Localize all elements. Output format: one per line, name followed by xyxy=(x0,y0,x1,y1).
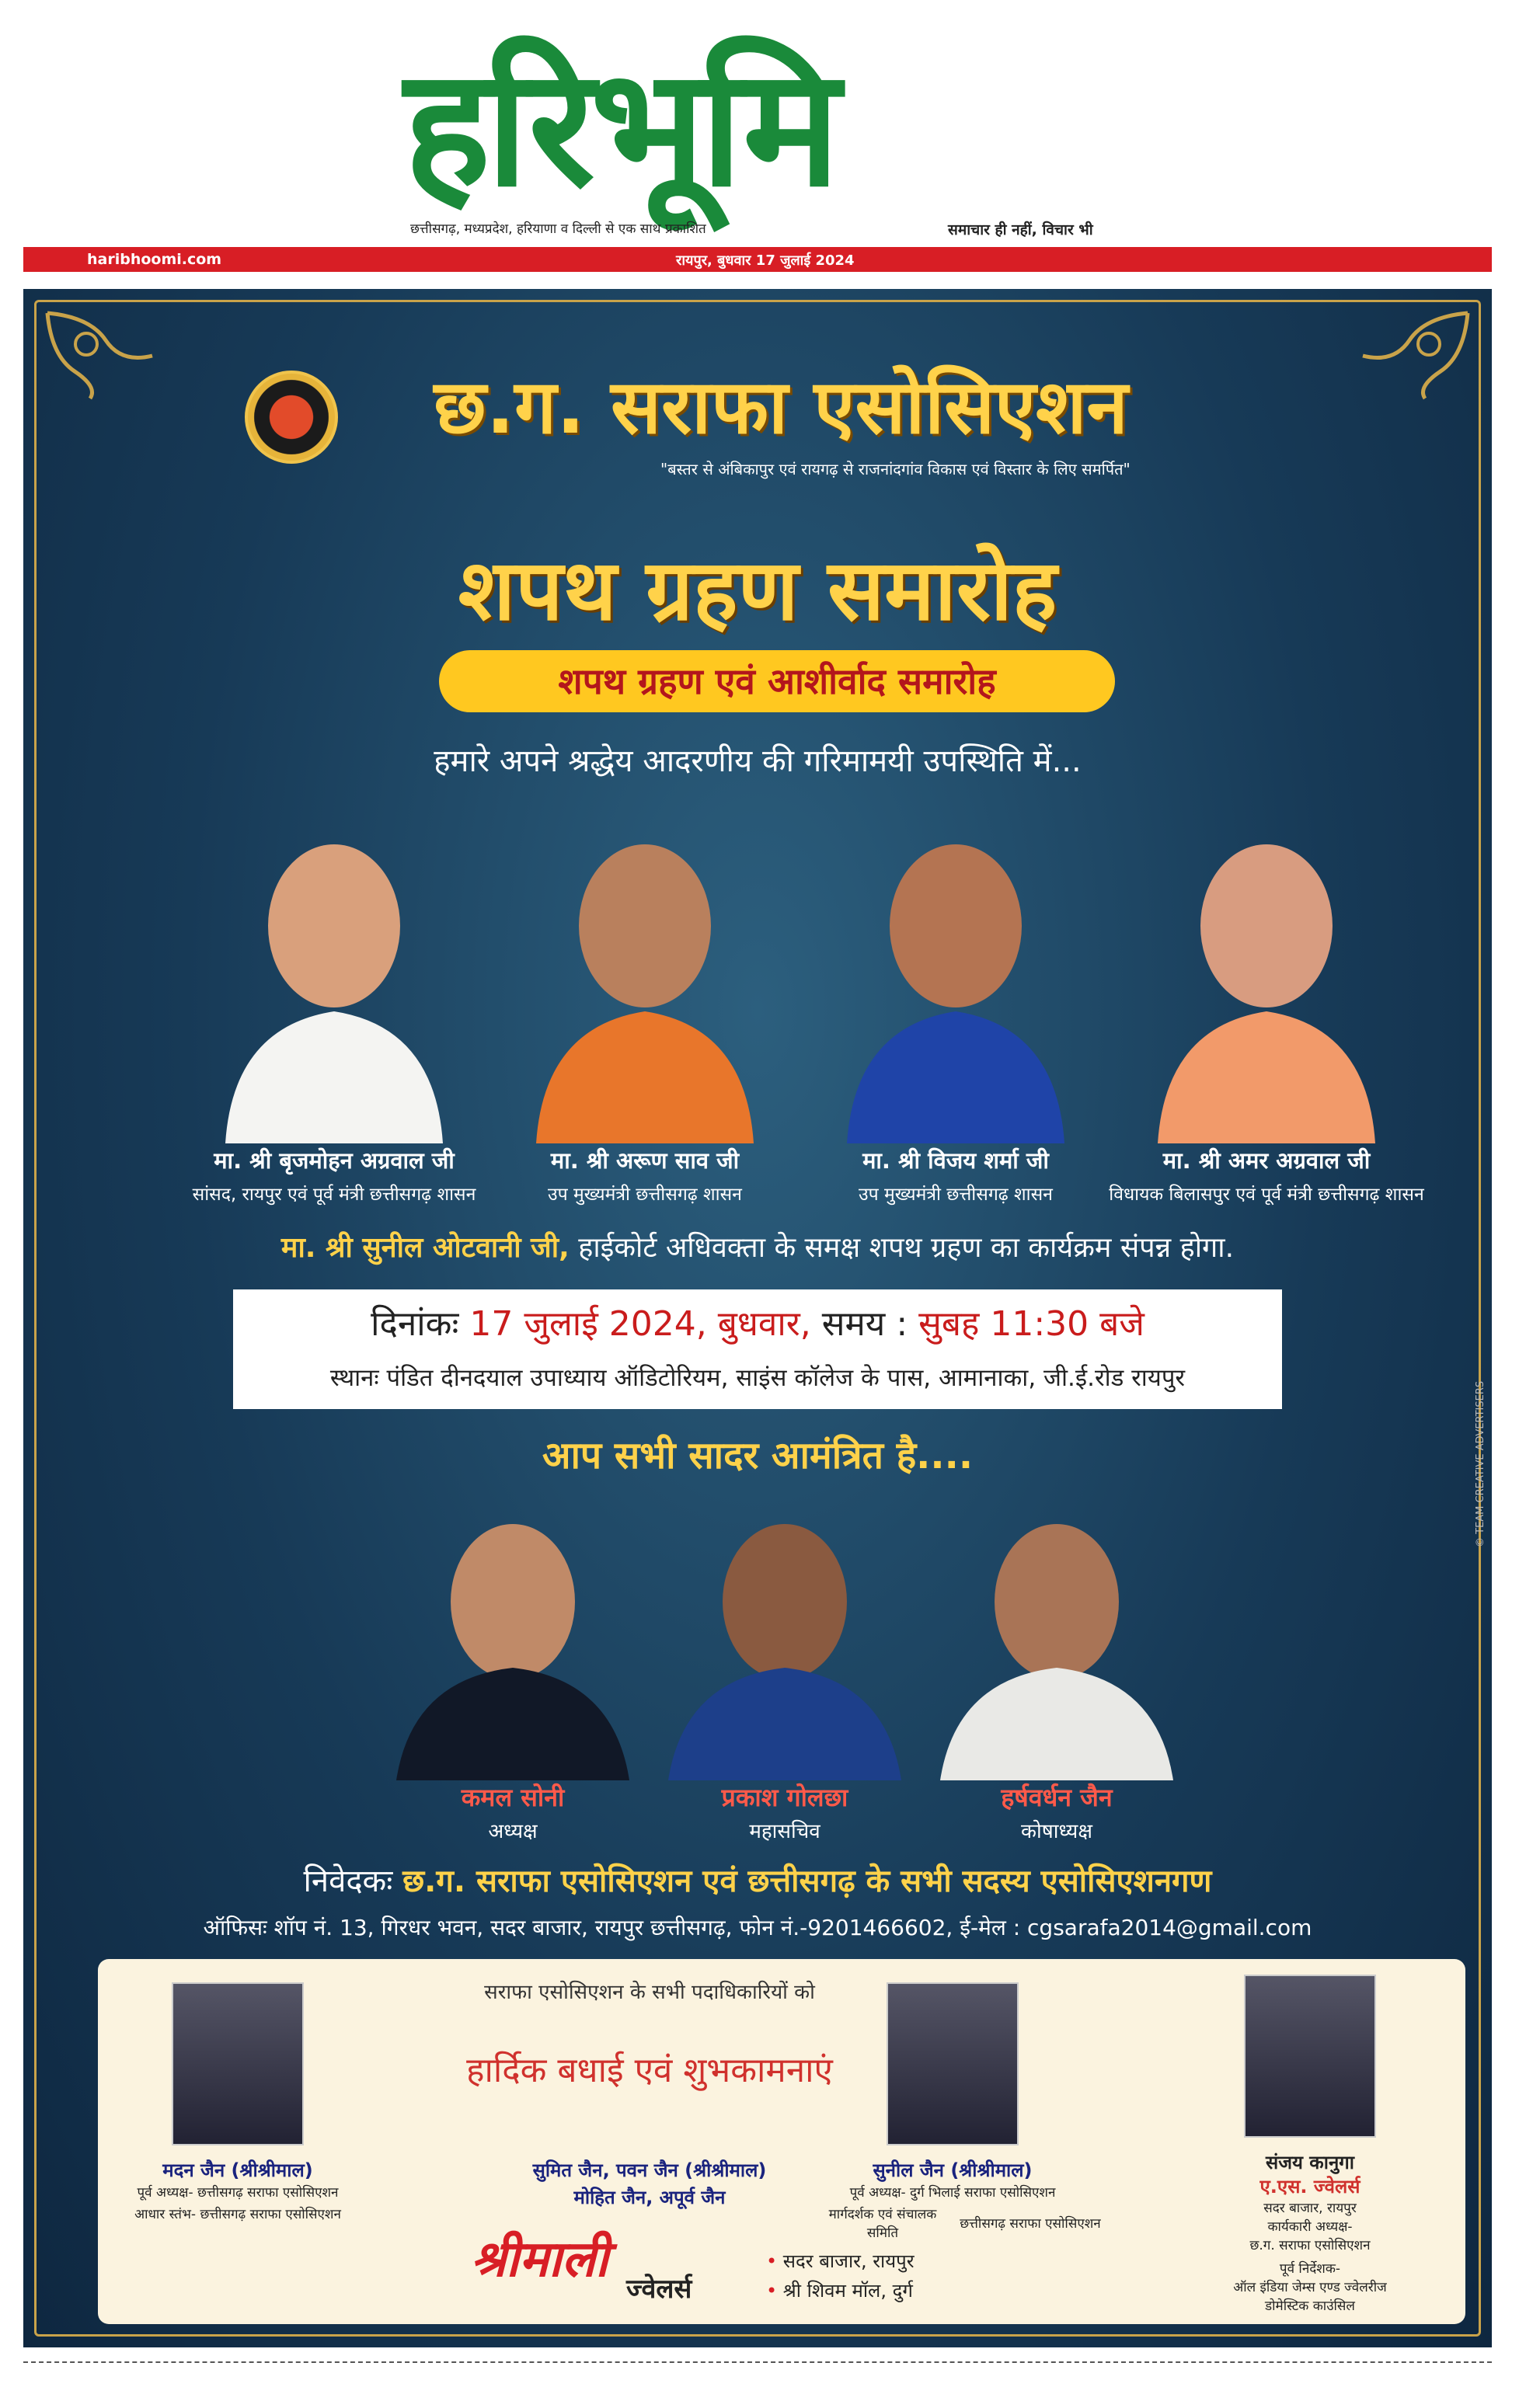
brand-address: • श्री शिवम मॉल, दुर्ग xyxy=(766,2280,913,2302)
venue-line: स्थानः पंडित दीनदयाल उपाध्याय ऑडिटोरियम, साइंस कॉलेज के पास, आमानाका, जी.ई.रोड रायपुर xyxy=(329,1364,1186,1392)
person-icon xyxy=(940,1501,1173,1780)
event-title: शपथ ग्रहण समारोह xyxy=(458,542,1057,639)
guest-photo-1 xyxy=(171,817,497,1151)
guest-photo-4 xyxy=(1103,817,1430,1151)
bearer-name: प्रकाश गोलछा xyxy=(721,1783,848,1812)
date-label: दिनांकः xyxy=(371,1304,470,1344)
requester-text: छ.ग. सराफा एसोसिएशन एवं छत्तीसगढ़ के सभी सदस्य एसोसिएशनगण xyxy=(402,1863,1212,1899)
requester-line xyxy=(23,1858,1492,1901)
guest-designation: उप मुख्यमंत्री छत्तीसगढ़ शासन xyxy=(548,1185,742,1205)
guest-designation: विधायक बिलासपुर एवं पूर्व मंत्री छत्तीसगढ़ शासन xyxy=(1109,1185,1424,1205)
brand-logo: श्रीमाली xyxy=(471,2231,608,2288)
person-icon xyxy=(1150,817,1383,1143)
bearer-photo-1 xyxy=(381,1501,645,1780)
person-line: पूर्व निर्देशक- xyxy=(1279,2261,1341,2277)
person-icon xyxy=(668,1501,901,1780)
person-line: ऑल इंडिया जेम्स एण्ड ज्वेलरीज xyxy=(1233,2280,1387,2295)
person-name: संजय कानुगा xyxy=(1265,2152,1354,2173)
time-value: सुबह 11:30 बजे xyxy=(918,1304,1144,1344)
date-venue-box xyxy=(233,1289,1282,1409)
bearer-role: महासचिव xyxy=(749,1820,820,1843)
side-credit: © TEAM CREATIVE ADVERTISERS xyxy=(1475,1380,1486,1547)
date-line xyxy=(233,1299,1282,1345)
site-url[interactable]: haribhoomi.com xyxy=(87,251,222,268)
person-line: सदर बाजार, रायपुर xyxy=(1263,2201,1357,2216)
page-divider xyxy=(23,2361,1492,2363)
bearer-name: कमल सोनी xyxy=(461,1783,565,1812)
brand-addresses xyxy=(766,2246,915,2306)
invitation-line: आप सभी सादर आमंत्रित है.... xyxy=(542,1434,974,1477)
brand-address: • सदर बाजार, रायपुर xyxy=(766,2250,915,2272)
guest-designation: उप मुख्यमंत्री छत्तीसगढ़ शासन xyxy=(859,1185,1053,1205)
congrats-wish: हार्दिक बधाई एवं शुभकामनाएं xyxy=(466,2051,833,2090)
tagline-right: समाचार ही नहीं, विचार भी xyxy=(948,221,1093,238)
newspaper-logo: हरिभूमि xyxy=(404,33,836,223)
dateline-bar xyxy=(23,247,1492,272)
person-line: छ.ग. सराफा एसोसिएशन xyxy=(1249,2238,1371,2253)
oath-text: हाईकोर्ट अधिवक्ता के समक्ष शपथ ग्रहण का कार्यक्रम संपन्न होगा. xyxy=(569,1232,1235,1264)
person-line: डोमेस्टिक काउंसिल xyxy=(1265,2298,1355,2314)
family-line: मोहित जैन, अपूर्व जैन xyxy=(573,2187,726,2208)
firm-name: ए.एस. ज्वेलर्स xyxy=(1259,2176,1360,2197)
association-title: छ.ग. सराफा एसोसिएशन xyxy=(434,364,1128,451)
guest-designation: सांसद, रायपुर एवं पूर्व मंत्री छत्तीसगढ़ शासन xyxy=(192,1185,476,1205)
person-line: पूर्व अध्यक्ष- दुर्ग भिलाई सराफा एसोसिएशन xyxy=(849,2185,1056,2201)
guest-name: मा. श्री अमर अग्रवाल जी xyxy=(1162,1147,1371,1174)
person-line: पूर्व अध्यक्ष- छत्तीसगढ़ सराफा एसोसिएशन xyxy=(137,2185,339,2201)
advertisement-panel xyxy=(23,289,1492,2347)
date-value: 17 जुलाई 2024, बुधवार, xyxy=(469,1304,811,1344)
guest-name: मा. श्री अरूण साव जी xyxy=(550,1147,740,1174)
person-line: कार्यकारी अध्यक्ष- xyxy=(1267,2219,1353,2235)
person-line: आधार स्तंभ- छत्तीसगढ़ सराफा एसोसिएशन xyxy=(134,2207,341,2222)
person-name: सुनील जैन (श्रीश्रीमाल) xyxy=(873,2159,1033,2181)
tagline-left: छत्तीसगढ़, मध्यप्रदेश, हरियाणा व दिल्ली से एक साथ प्रकाशित xyxy=(410,221,706,237)
time-label: समय : xyxy=(810,1304,919,1344)
congrats-heading: सराफा एसोसिएशन के सभी पदाधिकारियों को xyxy=(484,1981,815,2004)
person-line: मार्गदर्शक एवं संचालक समिति xyxy=(828,2207,937,2241)
person-line: छत्तीसगढ़ सराफा एसोसिएशन xyxy=(960,2216,1101,2232)
family-line: सुमित जैन, पवन जैन (श्रीश्रीमाल) xyxy=(532,2159,767,2181)
association-subtitle: "बस्तर से अंबिकापुर एवं रायगढ़ से राजनांदगांव विकास एवं विस्तार के लिए समर्पित" xyxy=(660,460,1131,478)
guest-name: मा. श्री बृजमोहन अग्रवाल जी xyxy=(214,1147,455,1174)
guest-name: मा. श्री विजय शर्मा जी xyxy=(862,1147,1049,1174)
person-icon xyxy=(528,817,761,1143)
requester-label: निवेदकः xyxy=(303,1863,403,1899)
brand-subtitle: ज्वेलर्स xyxy=(626,2274,692,2305)
bearer-photo-2 xyxy=(653,1501,917,1780)
person-photo-madan xyxy=(172,1982,304,2145)
guest-photo-2 xyxy=(482,817,808,1151)
event-subtitle-pill: शपथ ग्रहण एवं आशीर्वाद समारोह xyxy=(439,650,1115,712)
masthead xyxy=(0,0,1519,280)
person-name: मदन जैन (श्रीश्रीमाल) xyxy=(162,2159,313,2181)
person-icon xyxy=(218,817,451,1143)
person-icon xyxy=(396,1501,629,1780)
bearer-photo-3 xyxy=(925,1501,1189,1780)
oath-officer-name: मा. श्री सुनील ओटवानी जी, xyxy=(280,1232,570,1264)
bearer-role: अध्यक्ष xyxy=(488,1820,538,1843)
oath-line xyxy=(23,1227,1492,1265)
bearer-role: कोषाध्यक्ष xyxy=(1021,1820,1092,1843)
guest-photo-3 xyxy=(793,817,1119,1151)
office-address: ऑफिसः शॉप नं. 13, गिरधर भवन, सदर बाजार, रायपुर छत्तीसगढ़, फोन नं.-9201466602, ई-मेल : cgsarafa2014@gmail.com xyxy=(203,1915,1312,1940)
dateline: रायपुर, बुधवार 17 जुलाई 2024 xyxy=(676,252,855,269)
congratulations-strip xyxy=(98,1959,1465,2324)
presence-line: हमारे अपने श्रद्धेय आदरणीय की गरिमामयी उपस्थिति में... xyxy=(434,743,1082,779)
person-icon xyxy=(839,817,1072,1143)
bearer-name: हर्षवर्धन जैन xyxy=(1001,1783,1113,1812)
person-photo-sunil xyxy=(887,1982,1019,2145)
person-photo-sanjay xyxy=(1244,1975,1376,2138)
